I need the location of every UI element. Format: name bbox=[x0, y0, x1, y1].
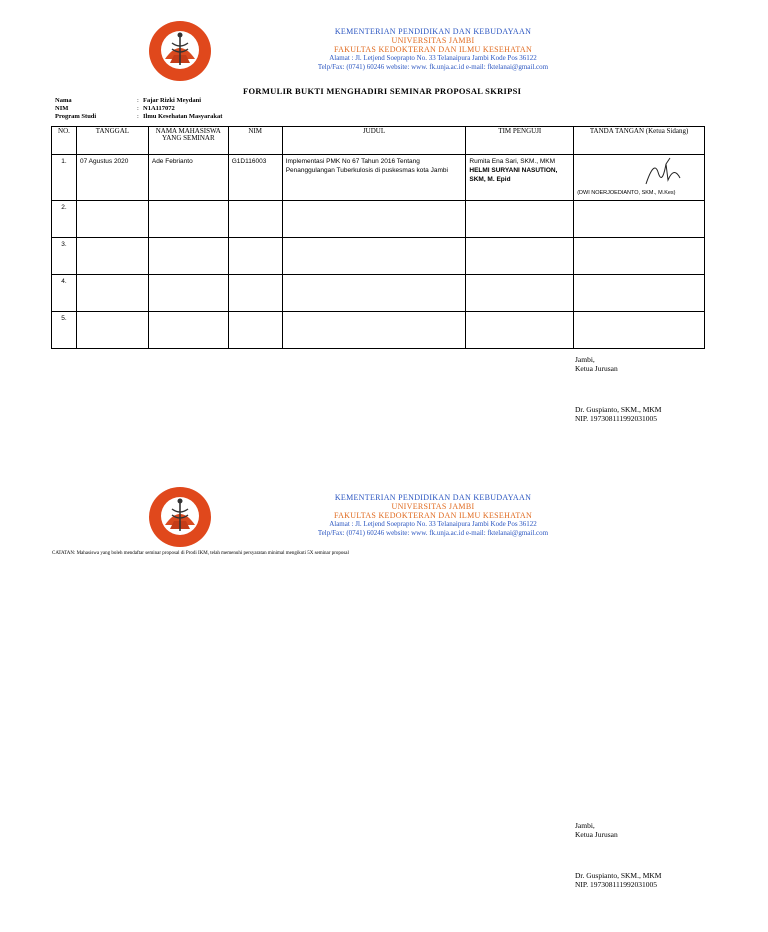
row-nim bbox=[228, 312, 282, 349]
university-name: UNIVERSITAS JAMBI bbox=[391, 36, 475, 45]
row-nama: Ade Febrianto bbox=[148, 155, 228, 201]
form-title: FORMULIR BUKTI MENGHADIRI SEMINAR PROPOSAL SKRIPSI bbox=[243, 86, 522, 96]
table-row bbox=[52, 155, 705, 201]
row-nama bbox=[148, 238, 228, 275]
row-nim: G1D116003 bbox=[228, 155, 282, 201]
header-tanggal: TANGGAL bbox=[76, 127, 148, 155]
address-line: Alamat : Jl. Letjend Soeprapto No. 33 Telanaipura Jambi Kode Pos 36122 bbox=[329, 520, 537, 528]
table-header-row bbox=[52, 127, 705, 155]
row-penguji bbox=[466, 155, 574, 201]
contact-line: Telp/Fax: (0741) 60246 website: www. fk.unja.ac.id e-mail: fktelanai@gmail.com bbox=[317, 63, 549, 71]
header-tim-penguji: TIM PENGUJI bbox=[466, 127, 574, 155]
row-signature bbox=[574, 312, 705, 349]
row-penguji bbox=[466, 312, 574, 349]
seminar-table bbox=[51, 126, 705, 349]
sign-city: Jambi, bbox=[575, 355, 595, 364]
header-nim: NIM bbox=[228, 127, 282, 155]
header-no: NO. bbox=[52, 127, 77, 155]
table-row bbox=[52, 312, 705, 349]
name-label: Nama bbox=[55, 97, 72, 104]
sign-nip: NIP. 197308111992031005 bbox=[575, 414, 657, 423]
signature-block-bottom bbox=[575, 821, 661, 889]
row-no: 2. bbox=[52, 201, 77, 238]
row-judul bbox=[282, 201, 466, 238]
row-nama bbox=[148, 275, 228, 312]
row-penguji bbox=[466, 238, 574, 275]
table-row bbox=[52, 201, 705, 238]
program-value: Ilmu Kesehatan Masyarakat bbox=[143, 113, 223, 120]
faculty-name: FAKULTAS KEDOKTERAN DAN ILMU KESEHATAN bbox=[333, 511, 533, 520]
row-nama bbox=[148, 201, 228, 238]
sign-name: Dr. Guspianto, SKM., MKM bbox=[575, 405, 662, 414]
address-line: Alamat : Jl. Letjend Soeprapto No. 33 Telanaipura Jambi Kode Pos 36122 bbox=[329, 54, 537, 62]
penguji-2: HELMI SURYANI NASUTION, SKM, M. Epid bbox=[469, 167, 558, 183]
row-judul bbox=[282, 238, 466, 275]
row-judul: Implementasi PMK No 67 Tahun 2016 Tentang Penanggulangan Tuberkulosis di puskesmas kota Jambi bbox=[282, 155, 466, 201]
table-row bbox=[52, 275, 705, 312]
nim-value: N1A117072 bbox=[143, 105, 175, 112]
row-judul bbox=[282, 312, 466, 349]
row-tanggal bbox=[76, 275, 148, 312]
table-row bbox=[52, 238, 705, 275]
row-nim bbox=[228, 238, 282, 275]
row-no: 5. bbox=[52, 312, 77, 349]
header-judul: JUDUL bbox=[282, 127, 466, 155]
sign-position: Ketua Jurusan bbox=[575, 364, 618, 373]
row-no: 3. bbox=[52, 238, 77, 275]
ministry-name: KEMENTERIAN PENDIDIKAN DAN KEBUDAYAAN bbox=[334, 27, 532, 36]
row-tanggal: 07 Agustus 2020 bbox=[76, 155, 148, 201]
row-signature bbox=[574, 275, 705, 312]
faculty-name: FAKULTAS KEDOKTERAN DAN ILMU KESEHATAN bbox=[333, 45, 533, 54]
row-tanggal bbox=[76, 201, 148, 238]
penguji-1: Rumita Ena Sari, SKM., MKM bbox=[469, 158, 555, 165]
program-label: Program Studi bbox=[55, 113, 97, 120]
row-tanggal bbox=[76, 238, 148, 275]
note: CATATAN: Mahasiswa yang boleh mendaftar seminar proposal di Prodi IKM, telah memenuhi persyaratan minimal mengikuti 5X seminar proposal bbox=[52, 551, 349, 556]
contact-line: Telp/Fax: (0741) 60246 website: www. fk.unja.ac.id e-mail: fktelanai@gmail.com bbox=[317, 529, 549, 537]
header-nama: NAMA MAHASISWA YANG SEMINAR bbox=[148, 127, 228, 155]
name-value: Fajar Rizki Meydani bbox=[143, 97, 202, 104]
university-logo bbox=[148, 19, 212, 83]
letterhead-top bbox=[148, 19, 768, 91]
signature-scribble-icon bbox=[640, 156, 690, 190]
row-no: 4. bbox=[52, 275, 77, 312]
university-name: UNIVERSITAS JAMBI bbox=[391, 502, 475, 511]
student-info: Nama : Fajar Rizki Meydani NIM : N1A117072 Program Studi : Ilmu Kesehatan Masyarakat bbox=[55, 97, 223, 120]
sign-city: Jambi, bbox=[575, 821, 595, 830]
row-penguji bbox=[466, 201, 574, 238]
ministry-name: KEMENTERIAN PENDIDIKAN DAN KEBUDAYAAN bbox=[334, 493, 532, 502]
sign-nip: NIP. 197308111992031005 bbox=[575, 880, 657, 889]
nim-label: NIM bbox=[55, 105, 69, 112]
row-nim bbox=[228, 201, 282, 238]
row-signature bbox=[574, 155, 705, 201]
letterhead-bottom bbox=[148, 485, 768, 557]
sign-name: Dr. Guspianto, SKM., MKM bbox=[575, 871, 662, 880]
row-judul bbox=[282, 275, 466, 312]
row-signature bbox=[574, 201, 705, 238]
row-tanggal bbox=[76, 312, 148, 349]
university-logo bbox=[148, 485, 212, 549]
row-signature bbox=[574, 238, 705, 275]
row-penguji bbox=[466, 275, 574, 312]
sign-position: Ketua Jurusan bbox=[575, 830, 618, 839]
signature-block-top bbox=[575, 355, 661, 423]
header-tanda-tangan: TANDA TANGAN (Ketua Sidang) bbox=[574, 127, 705, 155]
row-nim bbox=[228, 275, 282, 312]
signature-name: (DWI NOERJOEDIANTO, SKM., M.Kes) bbox=[577, 190, 676, 196]
row-nama bbox=[148, 312, 228, 349]
row-no: 1. bbox=[52, 155, 77, 201]
